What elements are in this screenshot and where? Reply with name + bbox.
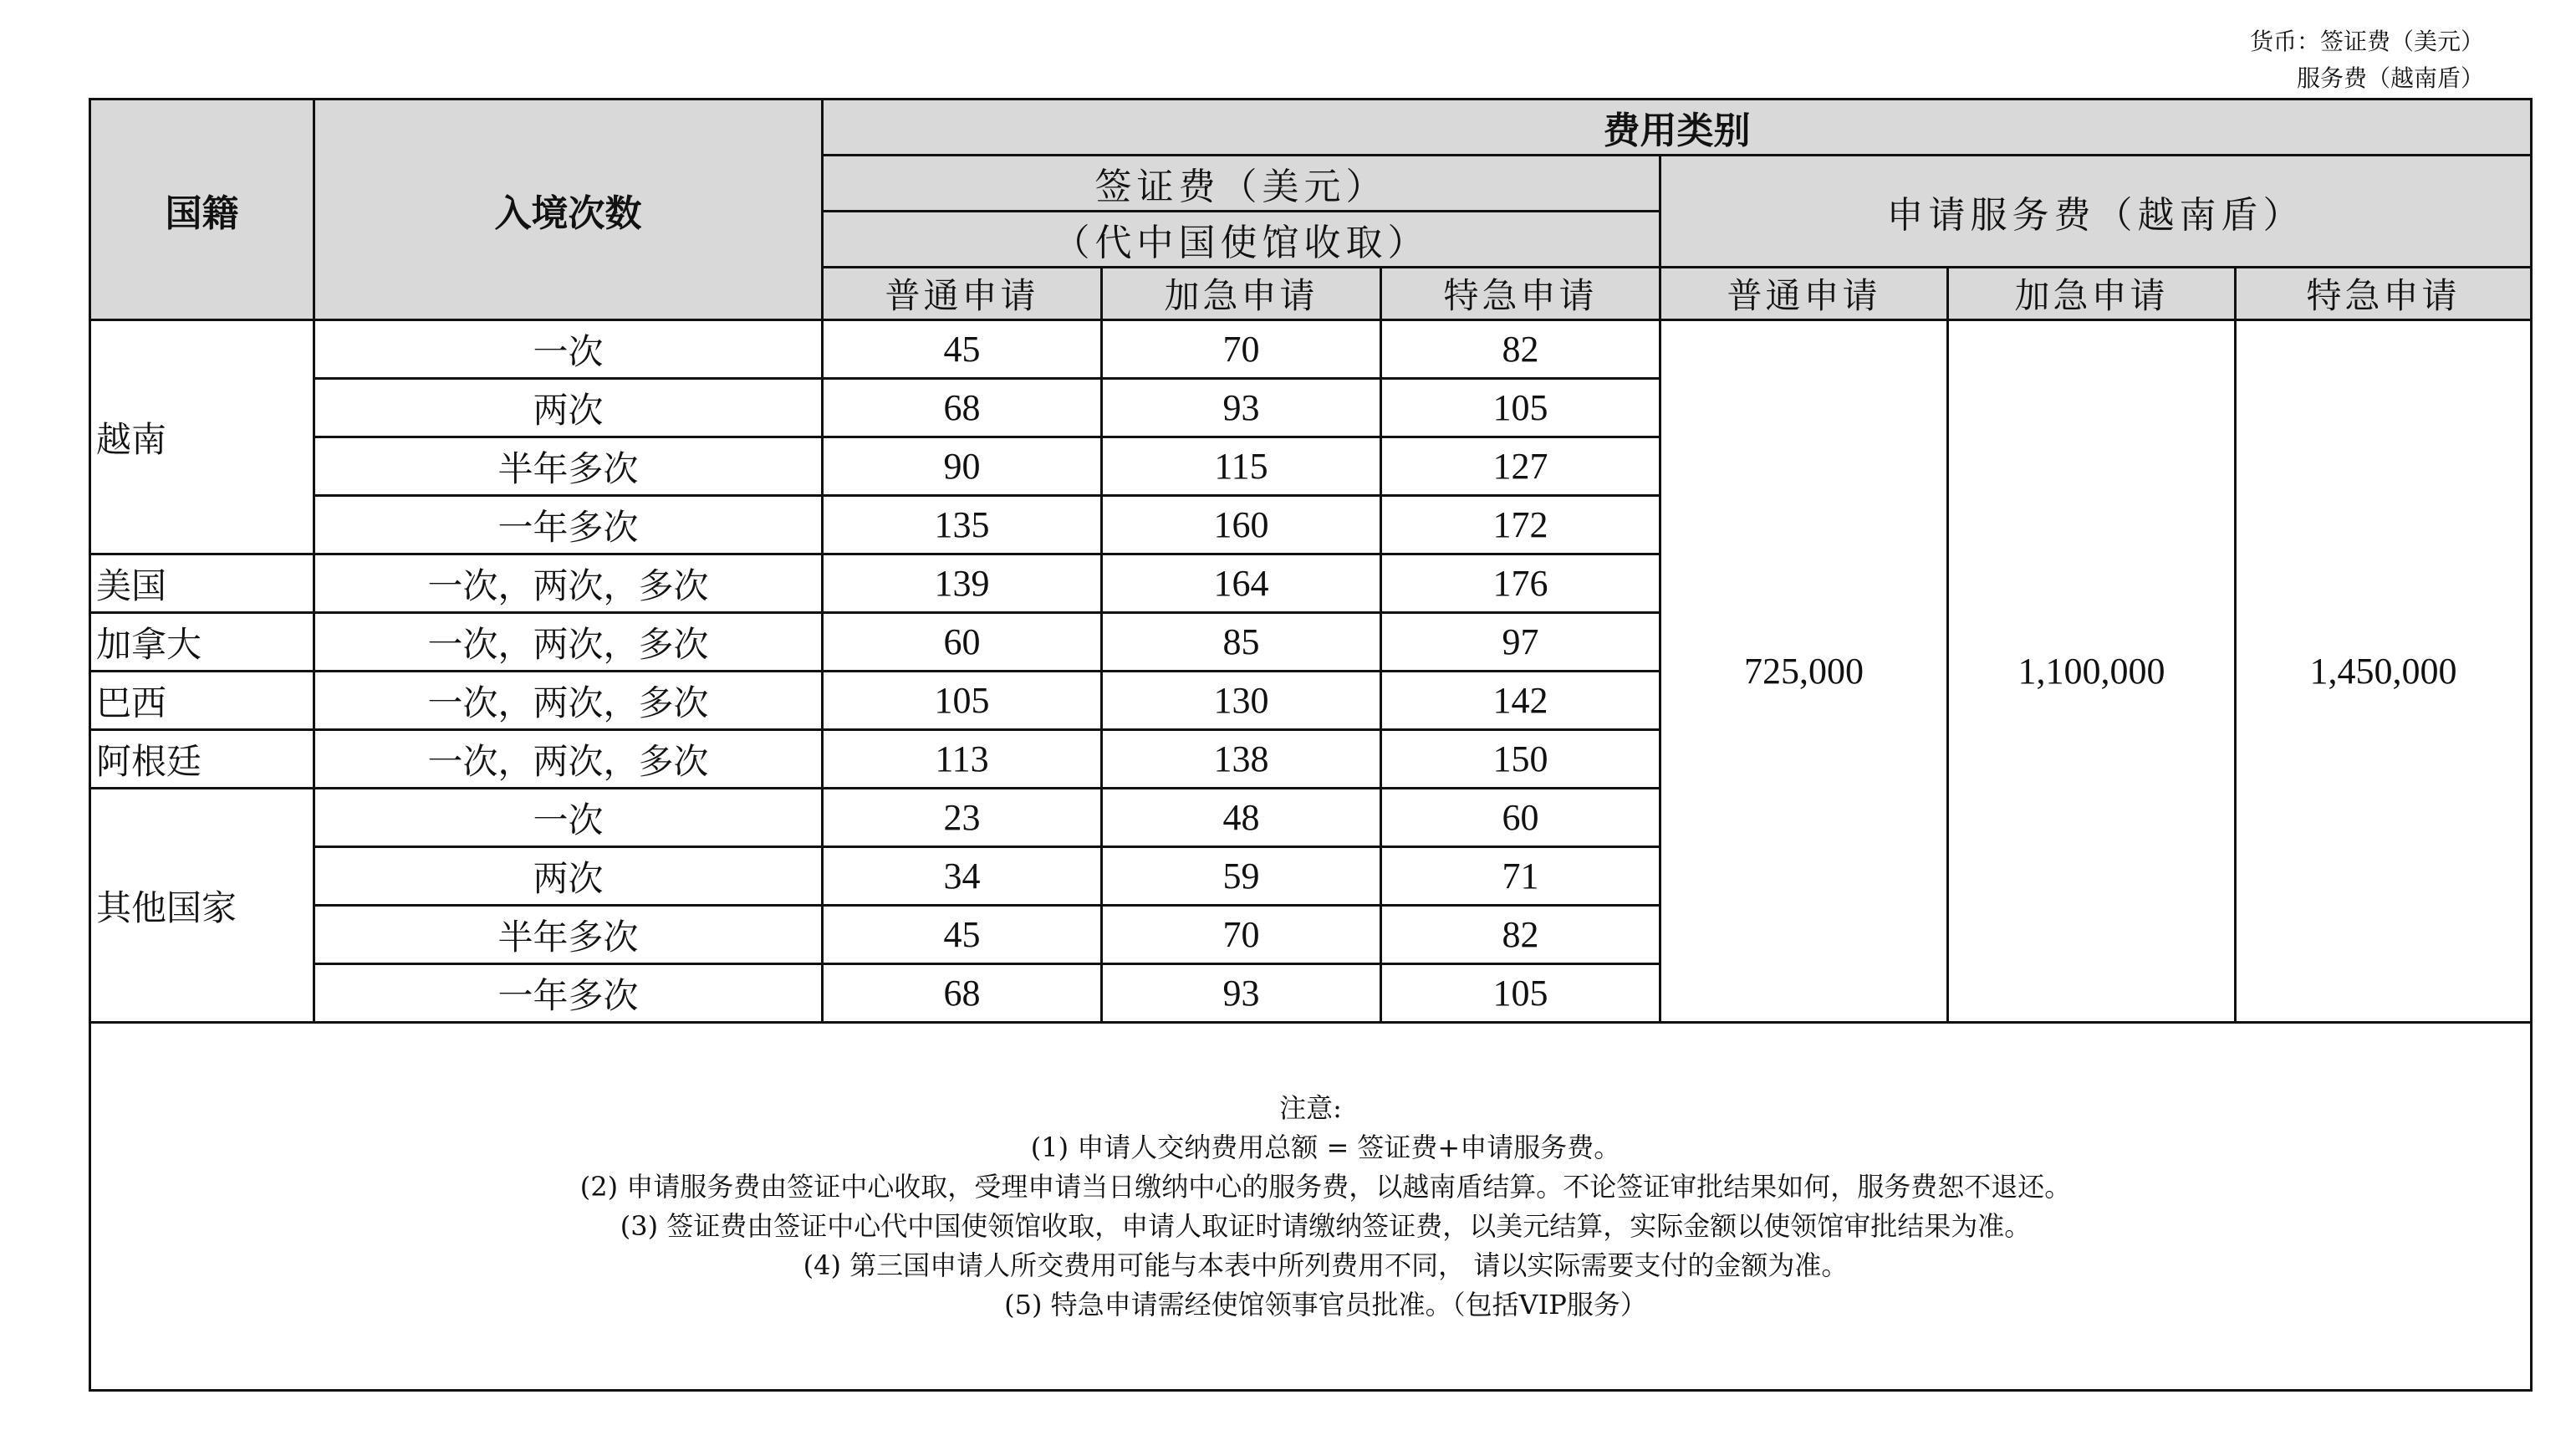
visa-urgent-cell: 176 [1381,554,1660,613]
header-entries: 入境次数 [314,100,823,320]
visa-urgent-cell: 82 [1381,320,1660,379]
visa-urgent-cell: 71 [1381,847,1660,906]
entry-cell: 半年多次 [314,437,823,496]
entry-cell: 一年多次 [314,496,823,554]
visa-normal-cell: 68 [823,964,1102,1023]
visa-express-cell: 130 [1102,672,1381,730]
visa-urgent-cell: 172 [1381,496,1660,554]
visa-normal-cell: 90 [823,437,1102,496]
entry-cell: 一次，两次，多次 [314,554,823,613]
service-express-cell: 1,100,000 [1948,320,2236,1023]
currency-line-visa: 货币：签证费（美元） [2249,28,2484,55]
entry-cell: 半年多次 [314,906,823,964]
nationality-cell: 阿根廷 [90,730,314,789]
visa-express-cell: 70 [1102,906,1381,964]
entry-cell: 两次 [314,847,823,906]
visa-urgent-cell: 150 [1381,730,1660,789]
notes-section [90,1023,2532,1391]
header-service-fee: 申请服务费（越南盾） [1660,156,2532,268]
visa-normal-cell: 60 [823,613,1102,672]
visa-normal-cell: 23 [823,789,1102,847]
visa-express-cell: 115 [1102,437,1381,496]
header-service-normal: 普通申请 [1660,268,1948,320]
visa-urgent-cell: 97 [1381,613,1660,672]
nationality-cell: 美国 [90,554,314,613]
service-normal-cell: 725,000 [1660,320,1948,1023]
nationality-cell: 越南 [90,320,314,554]
visa-express-cell: 164 [1102,554,1381,613]
visa-express-cell: 93 [1102,379,1381,437]
header-nationality: 国籍 [90,100,314,320]
visa-urgent-cell: 127 [1381,437,1660,496]
header-visa-express: 加急申请 [1102,268,1381,320]
entry-cell: 一次 [314,789,823,847]
visa-express-cell: 59 [1102,847,1381,906]
header-visa-fee-note: （代中国使馆收取） [823,212,1660,268]
header-visa-urgent: 特急申请 [1381,268,1660,320]
currency-line-service: 服务费（越南盾） [2296,64,2484,92]
visa-express-cell: 160 [1102,496,1381,554]
visa-normal-cell: 139 [823,554,1102,613]
visa-urgent-cell: 142 [1381,672,1660,730]
notes-title: 注意: [1279,1091,1342,1124]
entry-cell: 一次，两次，多次 [314,672,823,730]
note-item: (4) 第三国申请人所交费用可能与本表中所列费用不同， 请以实际需要支付的金额为准。 [803,1249,1849,1281]
visa-normal-cell: 113 [823,730,1102,789]
note-item: (5) 特急申请需经使馆领事官员批准。（包括VIP服务） [1004,1288,1647,1321]
visa-urgent-cell: 82 [1381,906,1660,964]
visa-express-cell: 85 [1102,613,1381,672]
visa-normal-cell: 45 [823,320,1102,379]
nationality-cell: 巴西 [90,672,314,730]
entry-cell: 一次，两次，多次 [314,730,823,789]
visa-express-cell: 70 [1102,320,1381,379]
table-body [90,320,2532,1391]
visa-urgent-cell: 60 [1381,789,1660,847]
visa-normal-cell: 68 [823,379,1102,437]
entry-cell: 一次，两次，多次 [314,613,823,672]
note-item: (2) 申请服务费由签证中心收取，受理申请当日缴纳中心的服务费，以越南盾结算。不论签证审批结果如何，服务费恕不退还。 [579,1170,2072,1203]
fee-table [89,98,2533,1392]
note-item: (3) 签证费由签证中心代中国使领馆收取，申请人取证时请缴纳签证费，以美元结算，实际金额以使领馆审批结果为准。 [620,1209,2032,1242]
visa-express-cell: 138 [1102,730,1381,789]
header-visa-normal: 普通申请 [823,268,1102,320]
visa-normal-cell: 34 [823,847,1102,906]
visa-express-cell: 48 [1102,789,1381,847]
nationality-cell: 加拿大 [90,613,314,672]
visa-normal-cell: 105 [823,672,1102,730]
nationality-cell: 其他国家 [90,789,314,1023]
header-fee-category: 费用类别 [823,100,2532,156]
header-service-express: 加急申请 [1948,268,2236,320]
header-visa-fee: 签证费（美元） [823,156,1660,212]
visa-normal-cell: 45 [823,906,1102,964]
service-urgent-cell: 1,450,000 [2236,320,2532,1023]
entry-cell: 一年多次 [314,964,823,1023]
header-service-urgent: 特急申请 [2236,268,2532,320]
note-item: (1) 申请人交纳费用总额 = 签证费+申请服务费。 [1030,1131,1621,1163]
visa-express-cell: 93 [1102,964,1381,1023]
entry-cell: 一次 [314,320,823,379]
visa-normal-cell: 135 [823,496,1102,554]
visa-urgent-cell: 105 [1381,964,1660,1023]
entry-cell: 两次 [314,379,823,437]
visa-urgent-cell: 105 [1381,379,1660,437]
currency-note [2250,23,2484,97]
table-header [90,100,2532,320]
